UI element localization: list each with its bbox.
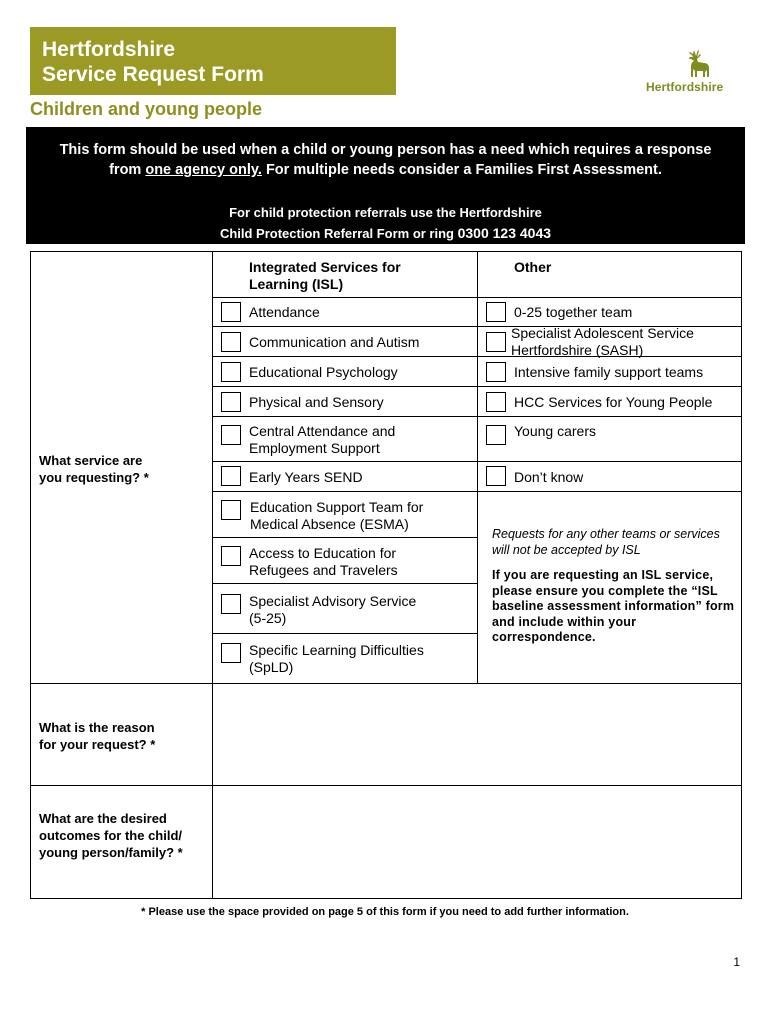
option-label-attendance: Attendance	[249, 304, 320, 320]
cp-line1: For child protection referrals use the Hertfordshire	[229, 205, 542, 220]
grid-divider	[212, 583, 477, 584]
checkbox-specialist-advisory[interactable]	[221, 594, 241, 614]
question-service-label: What service are you requesting? *	[39, 453, 149, 485]
option-label-young-carers: Young carers	[514, 423, 596, 439]
instruction-banner	[26, 127, 745, 244]
question-outcomes-label: What are the desired outcomes for the child/ young person/family? *	[39, 811, 183, 860]
checkbox-spld[interactable]	[221, 643, 241, 663]
form-title-line2: Service Request Form	[42, 63, 264, 86]
checkbox-attendance[interactable]	[221, 302, 241, 322]
footnote: * Please use the space provided on page 5 of this form if you need to add further information.	[141, 906, 629, 918]
checkbox-sash[interactable]	[486, 332, 506, 352]
checkbox-hcc-young-people[interactable]	[486, 392, 506, 412]
option-label-physical-sensory: Physical and Sensory	[249, 394, 384, 410]
grid-divider	[212, 633, 477, 634]
banner-line2-prefix: from	[109, 162, 146, 178]
outcomes-answer-field[interactable]	[214, 787, 740, 897]
hart-icon	[680, 46, 714, 80]
logo-text: Hertfordshire	[646, 80, 724, 94]
question-reason-label: What is the reason for your request? *	[39, 720, 156, 752]
page-number: 1	[733, 955, 740, 969]
option-label-communication-autism: Communication and Autism	[249, 334, 420, 350]
isl-baseline-note: If you are requesting an ISL service, please ensure you complete the “ISL baseline assessment information” form and include within your correspondence.	[492, 568, 735, 645]
checkbox-central-attendance[interactable]	[221, 425, 241, 445]
checkbox-access-education[interactable]	[221, 546, 241, 566]
other-column-heading: Other	[514, 259, 552, 275]
reason-answer-field[interactable]	[214, 685, 740, 784]
grid-divider	[477, 251, 478, 683]
option-label-esma: Education Support Team for Medical Absence (ESMA)	[250, 499, 424, 532]
checkbox-educational-psychology[interactable]	[221, 362, 241, 382]
form-title-line1: Hertfordshire	[42, 38, 176, 61]
grid-divider	[212, 297, 742, 298]
grid-divider	[212, 461, 742, 462]
other-services-note: Requests for any other teams or services will not be accepted by ISL	[492, 527, 720, 557]
form-title-box	[30, 27, 396, 95]
banner-line2-underlined: one agency only.	[145, 162, 262, 178]
cp-line2-text: Child Protection Referral Form or ring	[219, 226, 458, 241]
child-protection-note	[26, 202, 745, 244]
option-label-access-education: Access to Education for Refugees and Travelers	[249, 545, 398, 578]
page-subtitle: Children and young people	[30, 99, 263, 119]
banner-line2	[26, 160, 745, 180]
option-label-educational-psychology: Educational Psychology	[249, 364, 398, 380]
grid-divider	[212, 491, 742, 492]
grid-divider	[212, 416, 742, 417]
option-label-spld: Specific Learning Difficulties (SpLD)	[249, 642, 424, 675]
banner-line1: This form should be used when a child or young person has a need which requires a response	[59, 142, 712, 158]
checkbox-esma[interactable]	[221, 500, 241, 520]
checkbox-dont-know[interactable]	[486, 466, 506, 486]
cp-line2	[26, 223, 745, 244]
checkbox-intensive-family[interactable]	[486, 362, 506, 382]
isl-column-heading: Integrated Services for Learning (ISL)	[249, 259, 401, 292]
option-label-central-attendance: Central Attendance and Employment Support	[249, 423, 396, 456]
checkbox-communication-autism[interactable]	[221, 332, 241, 352]
grid-divider	[212, 537, 477, 538]
hertfordshire-logo	[644, 46, 736, 98]
banner-main-text	[26, 140, 745, 180]
grid-divider	[212, 251, 213, 898]
banner-line2-suffix: For multiple needs consider a Families First Assessment.	[261, 162, 662, 178]
checkbox-young-carers[interactable]	[486, 425, 506, 445]
option-label-0-25-together: 0-25 together team	[514, 304, 633, 320]
checkbox-physical-sensory[interactable]	[221, 392, 241, 412]
grid-divider	[30, 683, 742, 684]
grid-divider	[30, 785, 742, 786]
option-label-sash: Specialist Adolescent Service Hertfordshire (SASH)	[511, 325, 694, 358]
option-label-dont-know: Don’t know	[514, 469, 584, 485]
grid-divider	[212, 386, 742, 387]
option-label-intensive-family: Intensive family support teams	[514, 364, 704, 380]
checkbox-0-25-together[interactable]	[486, 302, 506, 322]
cp-phone-number: 0300 123 4043	[457, 225, 552, 241]
option-label-specialist-advisory: Specialist Advisory Service (5-25)	[249, 593, 417, 626]
option-label-early-years-send: Early Years SEND	[249, 469, 363, 485]
checkbox-early-years-send[interactable]	[221, 466, 241, 486]
option-label-hcc-young-people: HCC Services for Young People	[514, 394, 713, 410]
